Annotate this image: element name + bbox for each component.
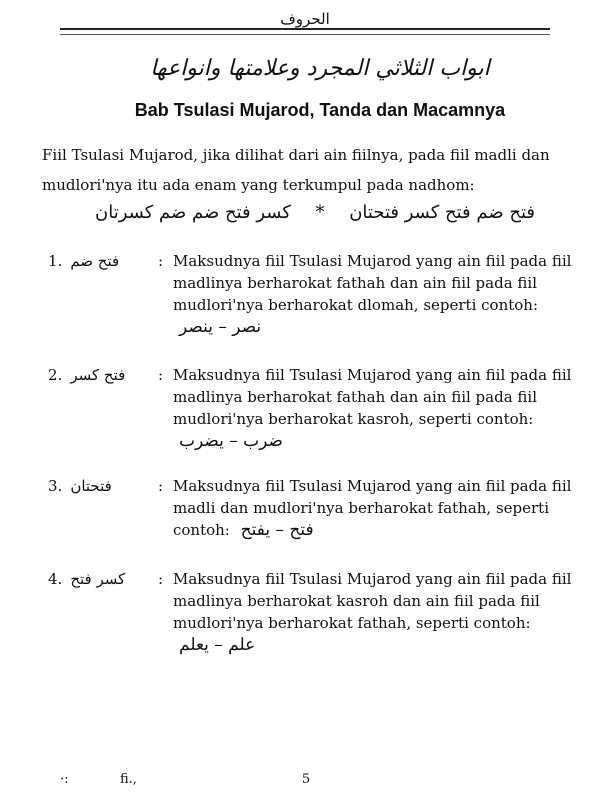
running-header: الحروف bbox=[270, 10, 340, 28]
item-label: كسر فتح bbox=[70, 570, 126, 588]
item-number: 1. bbox=[48, 252, 63, 270]
item-number: 3. bbox=[48, 477, 63, 495]
item-example: نصر – ينصر bbox=[179, 317, 262, 337]
item-label: فتح ضم bbox=[70, 252, 120, 270]
footer-mark-left: ·: bbox=[60, 772, 69, 787]
item-text: Maksudnya fiil Tsulasi Mujarod yang ain fiil pada fiil madlinya berharokat kasroh dan ain fiil pada fiil mudlori'nya berharokat fathah, seperti contoh: bbox=[173, 570, 572, 632]
item-text: Maksudnya fiil Tsulasi Mujarod yang ain fiil pada fiil madlinya berharokat fathah dan ain fiil pada fiil mudlori'nya berharokat kasroh, seperti contoh: bbox=[173, 366, 572, 428]
item-colon: : bbox=[158, 570, 164, 588]
item-example: فتح – يفتح bbox=[240, 520, 314, 540]
item-text: Maksudnya fiil Tsulasi Mujarod yang ain fiil pada fiil madlinya berharokat fathah dan ain fiil pada fiil mudlori'nya berharokat dlomah, seperti contoh: bbox=[173, 252, 572, 314]
item-number: 4. bbox=[48, 570, 63, 588]
item-label: فتحتان bbox=[70, 477, 112, 495]
nadhom-part-1: فتح ضم فتح كسر فتحتان bbox=[349, 202, 535, 223]
item-colon: : bbox=[158, 366, 164, 384]
page-number: 5 bbox=[301, 772, 311, 787]
item-example: علم – يعلم bbox=[179, 635, 256, 655]
nadhom-star: * bbox=[315, 202, 325, 223]
item-text: Maksudnya fiil Tsulasi Mujarod yang ain fiil pada fiil madli dan mudlori'nya berharokat fathah, seperti contoh: bbox=[173, 477, 572, 539]
header-rule-thin bbox=[60, 34, 550, 35]
footer-mark-mid: fi., bbox=[120, 772, 137, 787]
item-number: 2. bbox=[48, 366, 63, 384]
intro-paragraph: Fiil Tsulasi Mujarod, jika dilihat dari ain fiilnya, pada fiil madli dan mudlori'nya itu ada enam yang terkumpul pada nadhom: bbox=[42, 146, 550, 194]
nadhom-verse bbox=[95, 202, 535, 223]
item-label: فتح كسر bbox=[70, 366, 126, 384]
item-example: ضرب – يضرب bbox=[179, 431, 283, 451]
item-colon: : bbox=[158, 477, 164, 495]
item-colon: : bbox=[158, 252, 164, 270]
header-rule bbox=[60, 28, 550, 30]
nadhom-part-2: كسر فتح ضم ضم كسرتان bbox=[95, 202, 291, 223]
page-title: Bab Tsulasi Mujarod, Tanda dan Macamnya bbox=[134, 100, 506, 120]
arabic-title: ابواب الثلاثي المجرد وعلامتها وانواعها bbox=[150, 56, 490, 81]
